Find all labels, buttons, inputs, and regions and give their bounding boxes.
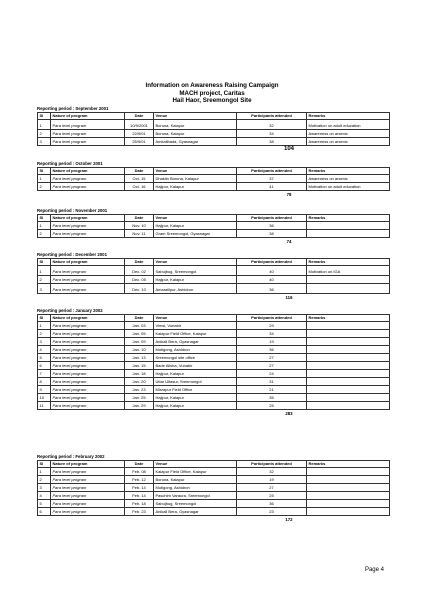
column-header-venue: Venue — [154, 315, 237, 322]
campaign-table — [37, 112, 390, 146]
column-header-sl: Sl — [38, 461, 51, 468]
column-header-sl: Sl — [38, 315, 51, 322]
cell-venue: Kalapur Field Office, Kalapur — [154, 468, 237, 476]
cell-remarks: Motivation on adult education — [307, 120, 390, 130]
cell-date: 22/9/01 — [125, 130, 154, 138]
cell-date: Feb. 14 — [125, 484, 154, 492]
cell-nature: Para level program — [51, 222, 125, 230]
table-row — [38, 362, 390, 370]
cell-remarks: Awareness on arsenic — [307, 138, 390, 146]
table-row — [38, 346, 390, 354]
cell-venue: Vimsi, Vunabir — [154, 322, 237, 330]
column-header-venue: Venue — [154, 461, 237, 468]
column-header-remarks: Remarks — [307, 315, 390, 322]
column-header-nature: Nature of program — [51, 215, 125, 222]
project-name: MACH project, Caritas — [179, 89, 245, 97]
cell-participants: 27 — [237, 362, 307, 370]
cell-remarks — [307, 394, 390, 402]
table-row — [38, 402, 390, 410]
cell-sl: 1 — [38, 120, 51, 130]
reporting-period: Reporting period : February 2002 — [37, 454, 105, 459]
table-row — [38, 284, 390, 294]
cell-participants: 27 — [237, 484, 307, 492]
cell-venue: Kalapur Field Office, Kalapur — [154, 330, 237, 338]
participants-total: 172 — [285, 517, 293, 522]
table-row — [38, 230, 390, 238]
cell-date: Feb. 12 — [125, 476, 154, 484]
column-header-date: Date — [125, 461, 154, 468]
cell-sl: 1 — [38, 322, 51, 330]
cell-remarks — [307, 402, 390, 410]
cell-venue: Dhaklin Boruna, Kalapur — [154, 175, 237, 183]
table-row — [38, 476, 390, 484]
cell-participants: 38 — [237, 138, 307, 146]
cell-venue: Gram Sreemongol, Gyasnagar — [154, 230, 237, 238]
table-header-row — [38, 259, 390, 266]
participants-total: 74 — [286, 239, 292, 244]
table-row — [38, 468, 390, 476]
column-header-venue: Venue — [154, 168, 237, 175]
column-header-nature: Nature of program — [51, 461, 125, 468]
table-header-row — [38, 315, 390, 322]
column-header-participants: Participants attended — [237, 315, 307, 322]
cell-participants: 24 — [237, 370, 307, 378]
cell-sl: 2 — [38, 476, 51, 484]
column-header-date: Date — [125, 259, 154, 266]
campaign-table — [37, 167, 390, 191]
table-row — [38, 508, 390, 516]
table-row — [38, 370, 390, 378]
cell-remarks — [307, 476, 390, 484]
cell-sl: 1 — [38, 266, 51, 276]
cell-date: 25/9/01 — [125, 138, 154, 146]
cell-participants: 34 — [237, 130, 307, 138]
cell-participants: 19 — [237, 476, 307, 484]
cell-sl: 10 — [38, 394, 51, 402]
cell-participants: 38 — [237, 230, 307, 238]
reporting-period: Reporting period : December 2001 — [37, 252, 107, 257]
cell-venue: Hajipur, Kalapur — [154, 402, 237, 410]
cell-remarks — [307, 484, 390, 492]
column-header-remarks: Remarks — [307, 461, 390, 468]
cell-remarks: Awareness on arsenic — [307, 130, 390, 138]
cell-date: Jan. 13 — [125, 354, 154, 362]
cell-sl: 5 — [38, 500, 51, 508]
cell-participants: 36 — [237, 284, 307, 294]
table-row — [38, 492, 390, 500]
cell-remarks: Motivation on IGA — [307, 266, 390, 276]
cell-date: Nov. 10 — [125, 222, 154, 230]
cell-participants: 35 — [237, 394, 307, 402]
cell-remarks — [307, 468, 390, 476]
table-row — [38, 484, 390, 492]
cell-date: Dec. 10 — [125, 284, 154, 294]
table-row — [38, 394, 390, 402]
cell-nature: Para level program — [51, 354, 125, 362]
cell-nature: Para level program — [51, 394, 125, 402]
cell-sl: 1 — [38, 175, 51, 183]
column-header-date: Date — [125, 215, 154, 222]
cell-nature: Para level program — [51, 484, 125, 492]
column-header-participants: Participants attended — [237, 215, 307, 222]
cell-nature: Para level program — [51, 175, 125, 183]
column-header-participants: Participants attended — [237, 113, 307, 120]
cell-venue: Sreemongol site office — [154, 354, 237, 362]
cell-venue: Anikali Bera, Gyasnagar — [154, 508, 237, 516]
cell-sl: 2 — [38, 230, 51, 238]
cell-remarks — [307, 354, 390, 362]
cell-sl: 2 — [38, 130, 51, 138]
cell-date: Feb. 14 — [125, 492, 154, 500]
table-row — [38, 500, 390, 508]
column-header-sl: Sl — [38, 259, 51, 266]
cell-date: Jan. 20 — [125, 378, 154, 386]
cell-remarks — [307, 500, 390, 508]
table-header-row — [38, 461, 390, 468]
cell-venue: Hajipur, Kalapur — [154, 276, 237, 284]
table-row — [38, 386, 390, 394]
cell-participants: 27 — [237, 354, 307, 362]
column-header-remarks: Remarks — [307, 215, 390, 222]
cell-remarks — [307, 222, 390, 230]
column-header-sl: Sl — [38, 215, 51, 222]
cell-remarks — [307, 346, 390, 354]
cell-nature: Para level program — [51, 378, 125, 386]
cell-participants: 36 — [237, 346, 307, 354]
column-header-nature: Nature of program — [51, 168, 125, 175]
report-section — [37, 161, 365, 198]
cell-date: Jan. 15 — [125, 362, 154, 370]
cell-date: Oct. 16 — [125, 183, 154, 191]
cell-sl: 3 — [38, 484, 51, 492]
cell-nature: Para level program — [51, 230, 125, 238]
cell-date: 10/9/2001 — [125, 120, 154, 130]
cell-sl: 9 — [38, 386, 51, 394]
cell-date: Jan. 18 — [125, 370, 154, 378]
cell-sl: 1 — [38, 468, 51, 476]
cell-sl: 2 — [38, 276, 51, 284]
cell-participants: 40 — [237, 276, 307, 284]
cell-venue: Uttar Ultasur, Sreemongol — [154, 378, 237, 386]
table-row — [38, 183, 390, 191]
cell-nature: Para level program — [51, 266, 125, 276]
column-header-date: Date — [125, 113, 154, 120]
cell-participants: 31 — [237, 378, 307, 386]
campaign-table — [37, 314, 390, 410]
cell-venue: Motigong, Ashidron — [154, 484, 237, 492]
cell-venue: Amkalibada, Gyasnagar — [154, 138, 237, 146]
cell-venue: Motigong, Ashidron — [154, 346, 237, 354]
column-header-venue: Venue — [154, 259, 237, 266]
cell-remarks — [307, 370, 390, 378]
table-row — [38, 130, 390, 138]
cell-date: Jan. 10 — [125, 346, 154, 354]
cell-remarks — [307, 338, 390, 346]
participants-total: 116 — [285, 295, 293, 300]
column-header-nature: Nature of program — [51, 113, 125, 120]
cell-date: Feb. 08 — [125, 468, 154, 476]
column-header-venue: Venue — [154, 215, 237, 222]
column-header-participants: Participants attended — [237, 168, 307, 175]
cell-participants: 36 — [237, 500, 307, 508]
cell-date: Nov. 11 — [125, 230, 154, 238]
participants-total: 104 — [283, 146, 294, 152]
column-header-nature: Nature of program — [51, 259, 125, 266]
cell-remarks: Awareness on arsenic — [307, 175, 390, 183]
table-header-row — [38, 168, 390, 175]
cell-venue: Boruna, Kalapur — [154, 120, 237, 130]
cell-venue: Sabujbug, Sreemongol — [154, 500, 237, 508]
cell-sl: 2 — [38, 330, 51, 338]
cell-participants: 21 — [237, 386, 307, 394]
cell-nature: Para level program — [51, 476, 125, 484]
table-row — [38, 138, 390, 146]
column-header-venue: Venue — [154, 113, 237, 120]
cell-remarks — [307, 330, 390, 338]
cell-sl: 11 — [38, 402, 51, 410]
cell-participants: 19 — [237, 338, 307, 346]
table-row — [38, 120, 390, 130]
column-header-remarks: Remarks — [307, 168, 390, 175]
column-header-date: Date — [125, 315, 154, 322]
cell-date: Jan. 09 — [125, 338, 154, 346]
cell-date: Dec. 05 — [125, 276, 154, 284]
report-section — [37, 252, 365, 301]
title-block — [0, 82, 424, 105]
cell-nature: Para level program — [51, 183, 125, 191]
column-header-nature: Nature of program — [51, 315, 125, 322]
campaign-table — [37, 258, 390, 294]
cell-participants: 29 — [237, 322, 307, 330]
cell-date: Feb. 23 — [125, 508, 154, 516]
cell-sl: 4 — [38, 346, 51, 354]
reporting-period: Reporting period : January 2002 — [37, 308, 103, 313]
table-header-row — [38, 113, 390, 120]
reporting-period: Reporting period : October 2001 — [37, 161, 103, 166]
cell-nature: Para level program — [51, 330, 125, 338]
cell-nature: Para level program — [51, 130, 125, 138]
cell-venue: Hajipur, Kalapur — [154, 370, 237, 378]
cell-sl: 3 — [38, 284, 51, 294]
cell-nature: Para level program — [51, 386, 125, 394]
table-row — [38, 322, 390, 330]
cell-sl: 2 — [38, 183, 51, 191]
cell-remarks — [307, 508, 390, 516]
cell-sl: 1 — [38, 222, 51, 230]
cell-remarks — [307, 322, 390, 330]
cell-participants: 25 — [237, 402, 307, 410]
report-section — [37, 308, 365, 417]
cell-nature: Para level program — [51, 322, 125, 330]
cell-date: Oct. 15 — [125, 175, 154, 183]
cell-nature: Para level program — [51, 500, 125, 508]
cell-sl: 8 — [38, 378, 51, 386]
table-row — [38, 222, 390, 230]
report-section — [37, 208, 365, 245]
site-name: Hail Haor, Sreemongol Site — [172, 97, 252, 105]
cell-participants: 41 — [237, 183, 307, 191]
participants-total: 78 — [286, 192, 292, 197]
column-header-participants: Participants attended — [237, 259, 307, 266]
cell-venue: Mirzapur Field Office — [154, 386, 237, 394]
document-title: Information on Awareness Raising Campaign — [145, 82, 279, 89]
cell-nature: Para level program — [51, 276, 125, 284]
cell-date: Dec. 02 — [125, 266, 154, 276]
table-header-row — [38, 215, 390, 222]
cell-nature: Para level program — [51, 338, 125, 346]
table-row — [38, 378, 390, 386]
cell-sl: 6 — [38, 362, 51, 370]
cell-nature: Para level program — [51, 284, 125, 294]
column-header-sl: Sl — [38, 168, 51, 175]
cell-remarks — [307, 276, 390, 284]
cell-sl: 6 — [38, 508, 51, 516]
cell-sl: 3 — [38, 138, 51, 146]
cell-venue: Bade Alisha, Vunabir — [154, 362, 237, 370]
cell-remarks — [307, 378, 390, 386]
cell-sl: 7 — [38, 370, 51, 378]
cell-participants: 36 — [237, 222, 307, 230]
cell-remarks: Motivation on adult education — [307, 183, 390, 191]
cell-participants: 23 — [237, 508, 307, 516]
cell-date: Jan. 03 — [125, 322, 154, 330]
cell-date: Jan. 23 — [125, 386, 154, 394]
cell-date: Jan. 29 — [125, 402, 154, 410]
table-row — [38, 338, 390, 346]
cell-nature: Para level program — [51, 508, 125, 516]
cell-participants: 32 — [237, 120, 307, 130]
participants-total: 283 — [285, 411, 293, 416]
table-row — [38, 276, 390, 284]
cell-venue: Hajipur, Kalapur — [154, 183, 237, 191]
cell-date: Feb. 18 — [125, 500, 154, 508]
cell-nature: Para level program — [51, 120, 125, 130]
column-header-remarks: Remarks — [307, 113, 390, 120]
table-row — [38, 354, 390, 362]
cell-remarks — [307, 284, 390, 294]
report-section — [37, 454, 365, 523]
cell-nature: Para level program — [51, 402, 125, 410]
cell-participants: 37 — [237, 175, 307, 183]
reporting-period: Reporting period : November 2001 — [37, 208, 108, 213]
column-header-sl: Sl — [38, 113, 51, 120]
campaign-table — [37, 214, 390, 238]
cell-date: Jan. 05 — [125, 330, 154, 338]
cell-venue: Anikali Bera, Gyasnagar — [154, 338, 237, 346]
cell-remarks — [307, 492, 390, 500]
cell-sl: 5 — [38, 354, 51, 362]
cell-sl: 4 — [38, 492, 51, 500]
cell-participants: 25 — [237, 492, 307, 500]
cell-venue: Paschim Varaura, Sreemongol — [154, 492, 237, 500]
cell-venue: Hajipur, Kalapur — [154, 394, 237, 402]
column-header-date: Date — [125, 168, 154, 175]
reporting-period: Reporting period : September 2001 — [37, 106, 109, 111]
table-row — [38, 330, 390, 338]
cell-venue: Sabujbug, Sreemongol — [154, 266, 237, 276]
cell-nature: Para level program — [51, 362, 125, 370]
column-header-participants: Participants attended — [237, 461, 307, 468]
cell-nature: Para level program — [51, 346, 125, 354]
table-row — [38, 175, 390, 183]
campaign-table — [37, 460, 390, 516]
report-section — [37, 106, 365, 153]
cell-venue: Amaraillpur, Ashidron — [154, 284, 237, 294]
cell-remarks — [307, 386, 390, 394]
cell-venue: Boruna, Kalapur — [154, 130, 237, 138]
cell-participants: 32 — [237, 468, 307, 476]
cell-venue: Hajipur, Kalapur — [154, 222, 237, 230]
cell-date: Jan. 25 — [125, 394, 154, 402]
table-row — [38, 266, 390, 276]
column-header-remarks: Remarks — [307, 259, 390, 266]
cell-sl: 3 — [38, 338, 51, 346]
cell-nature: Para level program — [51, 468, 125, 476]
cell-venue: Boruna, Kalapur — [154, 476, 237, 484]
cell-nature: Para level program — [51, 370, 125, 378]
cell-participants: 34 — [237, 330, 307, 338]
cell-participants: 40 — [237, 266, 307, 276]
cell-nature: Para level program — [51, 492, 125, 500]
page-number: Page 4 — [364, 567, 384, 573]
cell-remarks — [307, 362, 390, 370]
cell-nature: Para level program — [51, 138, 125, 146]
cell-remarks — [307, 230, 390, 238]
